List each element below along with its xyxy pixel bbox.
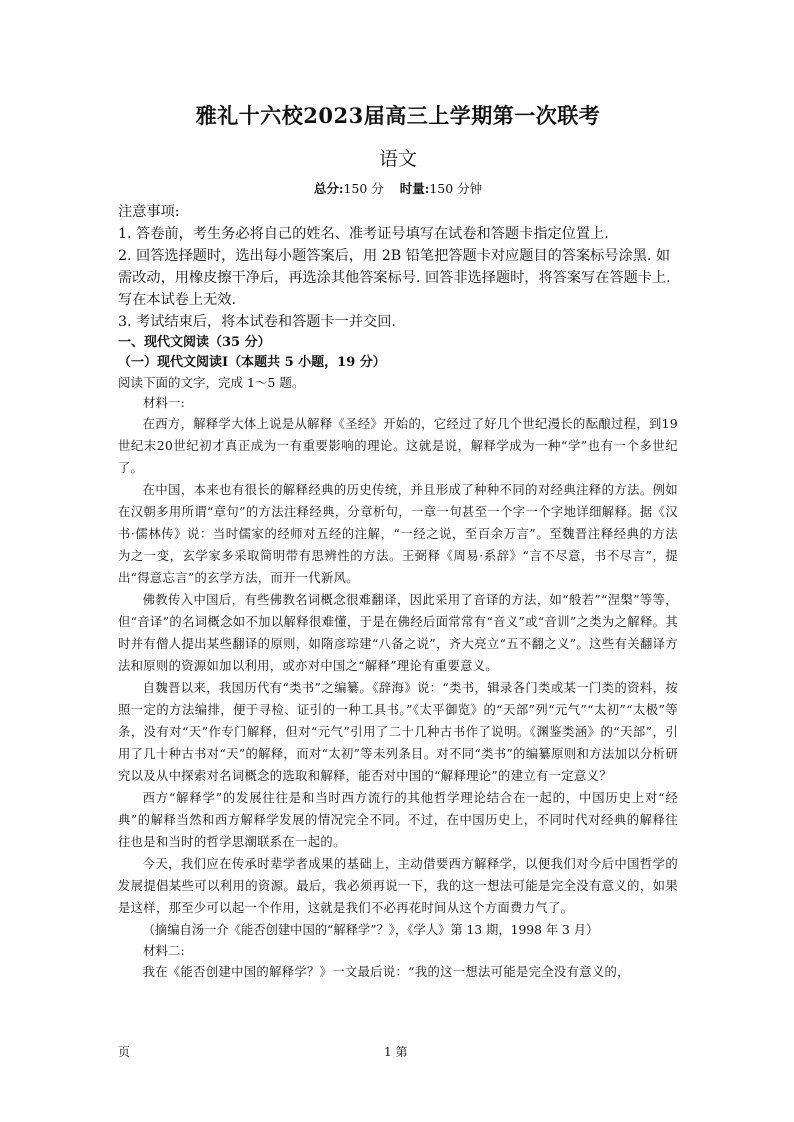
exam-page: [118, 100, 678, 983]
material-2-paragraph: 我在《能否创建中国的解释学？》一文最后说：“我的这一想法可能是完全没有意义的，: [142, 965, 630, 979]
material-1-paragraph: 西方“解释学”的发展往往是和当时西方流行的其他哲学理论结合在一起的，中国历史上对“经典”的解释当然和西方解释学发展的情况完全不同。不过，在中国历史上，不同时代对经典的解释往往也是和当时的哲学思潮联系在一起的。: [118, 791, 678, 849]
total-value: 150 分: [343, 181, 384, 196]
material-1-source: （摘编自汤一介《能否创建中国的“解释学”？》，《学人》第 13 期，1998 年 3 月）: [142, 923, 599, 937]
notice-item: 1. 答卷前，考生务必将自己的姓名、准考证号填写在试卷和答题卡指定位置上.: [118, 226, 609, 242]
material-1-paragraph: 自魏晋以来，我国历代有“类书”之编纂。《辞海》说：“类书，辑录各门类或某一门类的资料，按照一定的方法编排，便于寻检、证引的一种工具书。”《太平御览》的“天部”列“元气”“太初”“太极”等条，没有对“天”作专门解释，但对“元气”引用了二十几种古书作了说明。《渊鉴类涵》的“天部”，引用了几十种古书对“天”的解释，而对“太初”等未列条目。对不同“类书”的编纂原则和方法加以分析研究以及从中探索对名词概念的选取和解释，能否对中国的“解释理论”的建立有一定意义？: [118, 681, 678, 783]
material-1-paragraph: 佛教传入中国后，有些佛教名词概念很难翻译，因此采用了音译的方法，如“般若”“涅槃”等等，但“音译”的名词概念如不加以解释很难懂，于是在佛经后面常常有“音义”或“音训”之类为之解释。其时并有僧人提出某些翻译的原则，如隋彦琮建“八备之说”，齐大亮立“五不翻之义”。这些有关翻译方法和原则的资源如加以利用，或亦对中国之“解释”理论有重要意义。: [118, 593, 678, 673]
notice-item: 2. 回答选择题时，选出每小题答案后，用 2B 铅笔把答题卡对应题目的答案标号涂黑. 如需改动，用橡皮擦干净后，再选涂其他答案标号. 回答非选择题时，将答案写在答题卡上. 写在本试卷上无效.: [118, 248, 671, 308]
notice-block: [118, 201, 678, 333]
total-label: 总分:: [313, 181, 344, 196]
reading-instruction: 阅读下面的文字，完成 1～5 题。: [118, 375, 305, 390]
subject-title: 语文: [378, 148, 417, 170]
exam-meta: [118, 179, 678, 197]
time-value: 150 分钟: [429, 181, 483, 196]
subsection-heading: （一）现代文阅读Ⅰ（本题共 5 小题，19 分）: [118, 355, 386, 370]
notice-heading: 注意事项:: [118, 204, 180, 220]
page-number: 1 第: [384, 1045, 408, 1059]
exam-title: 雅礼十六校2023届高三上学期第一次联考: [195, 103, 601, 128]
section-heading: 一、现代文阅读（35 分）: [118, 335, 271, 350]
notice-item: 3. 考试结束后，将本试卷和答题卡一并交回.: [118, 314, 396, 330]
footer-left: 页: [118, 1045, 131, 1059]
material-1-paragraph: 今天，我们应在传承时辈学者成果的基础上，主动借要西方解释学，以便我们对今后中国哲学的发展提倡某些可以利用的资源。最后，我必须再说一下，我的这一想法可能是完全没有意义的，如果是这样，那至少可以起一个作用，这就是我们不必再花时间从这个方面费力气了。: [118, 857, 678, 915]
material-1-paragraph: 在西方，解释学大体上说是从解释《圣经》开始的，它经过了好几个世纪漫长的酝酿过程，到19世纪末20世纪初才真正成为一有重要影响的理论。这就是说，解释学成为一种“学”也有一个多世纪了。: [118, 417, 678, 475]
time-label: 时量:: [399, 181, 430, 196]
material-2-label: 材料二:: [143, 943, 185, 958]
material-1-paragraph: 在中国，本来也有很长的解释经典的历史传统，并且形成了种种不同的对经典注释的方法。例如在汉朝多用所谓“章句”的方法注释经典，分章析句，一章一句甚至一个字一个字地详细解释。据《汉书·儒林传》说：当时儒家的经师对五经的注解，“一经之说，至百余万言”。至魏晋注释经典的方法为之一变，玄学家多采取简明带有思辨性的方法。王弼释《周易·系辞》“言不尽意，书不尽言”，提出“得意忘言”的玄学方法，而开一代新风。: [118, 483, 678, 585]
material-1-label: 材料一:: [143, 395, 185, 410]
